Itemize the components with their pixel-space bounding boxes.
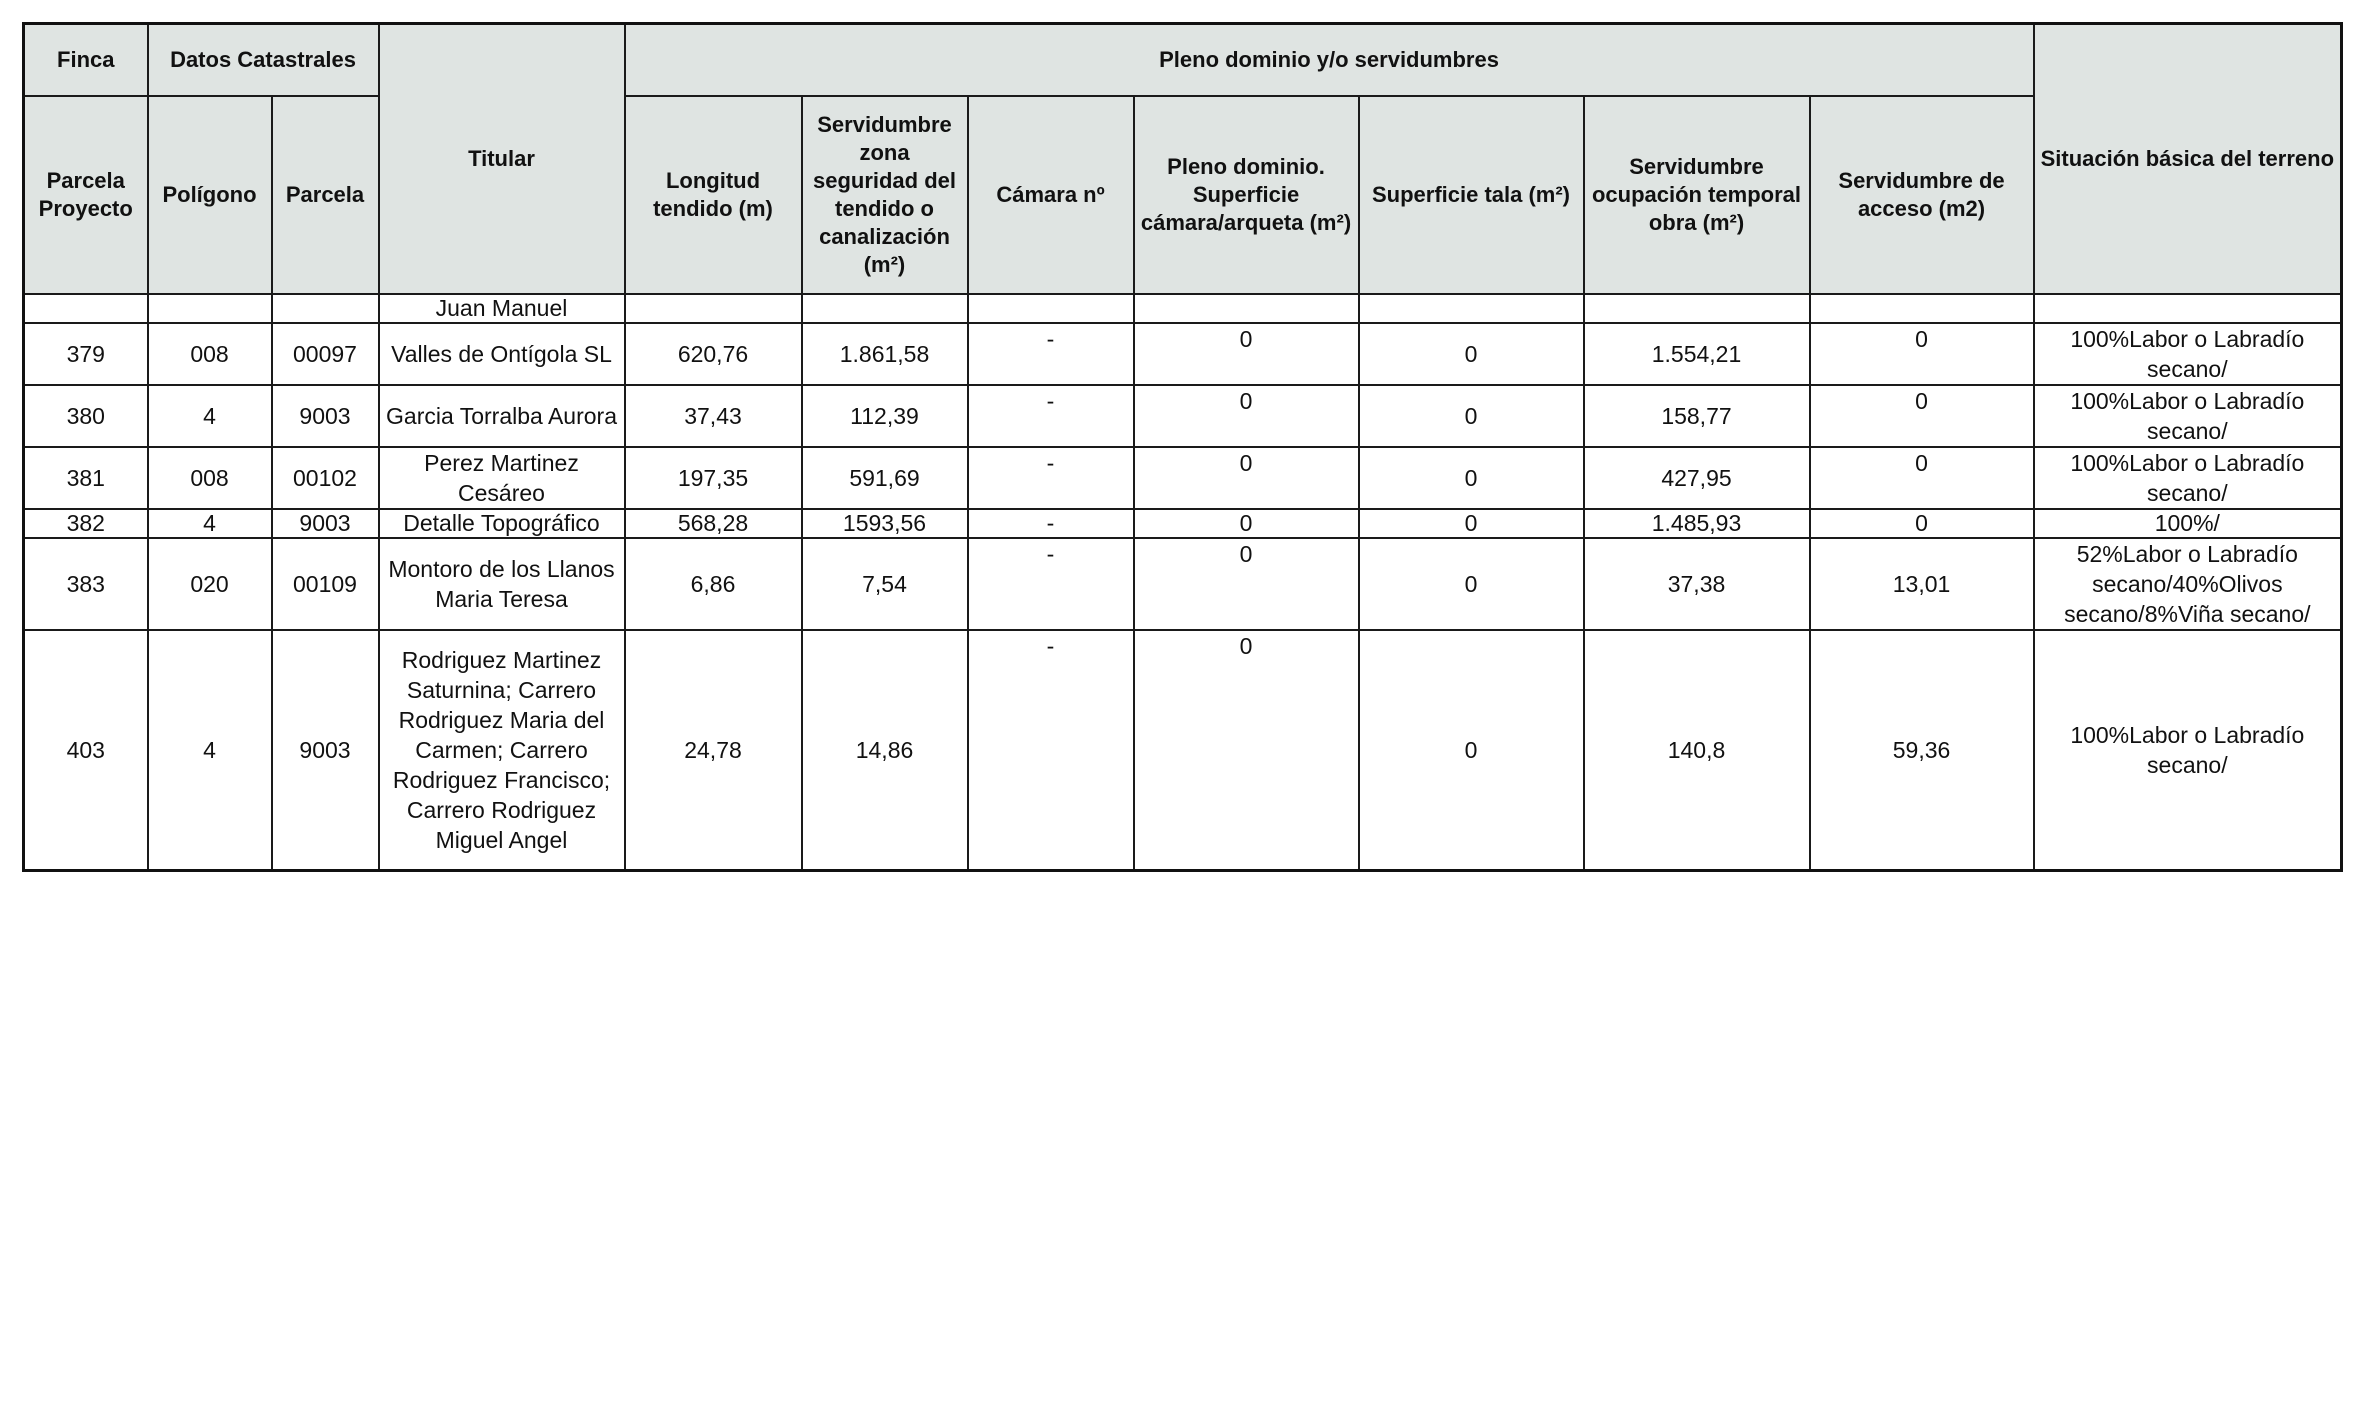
header-pleno-dominio: Pleno dominio y/o servidumbres bbox=[625, 24, 2034, 97]
cell-pleno-dominio-superficie: 0 bbox=[1134, 385, 1359, 447]
cell-empty bbox=[1810, 294, 2034, 323]
cell-longitud: 37,43 bbox=[625, 385, 802, 447]
cell-parcela-proyecto: 383 bbox=[24, 538, 148, 630]
cell-pleno-dominio-superficie: 0 bbox=[1134, 447, 1359, 509]
cell-pleno-dominio-superficie: 0 bbox=[1134, 323, 1359, 385]
cell-poligono: 020 bbox=[148, 538, 272, 630]
cell-parcela: 00097 bbox=[272, 323, 379, 385]
cell-empty bbox=[148, 294, 272, 323]
cell-servidumbre-acceso: 0 bbox=[1810, 509, 2034, 538]
cell-parcela: 9003 bbox=[272, 385, 379, 447]
cell-camara: - bbox=[968, 509, 1134, 538]
cell-titular: Montoro de los Llanos Maria Teresa bbox=[379, 538, 625, 630]
table-row bbox=[24, 509, 2342, 538]
cell-parcela: 00102 bbox=[272, 447, 379, 509]
cell-poligono: 008 bbox=[148, 447, 272, 509]
cell-servidumbre-zona: 14,86 bbox=[802, 630, 968, 871]
cell-servidumbre-acceso: 0 bbox=[1810, 447, 2034, 509]
cell-servidumbre-acceso: 0 bbox=[1810, 323, 2034, 385]
header-pleno-dominio-superficie: Pleno dominio. Superficie cámara/arqueta (m²) bbox=[1134, 96, 1359, 294]
cell-titular: Perez Martinez Cesáreo bbox=[379, 447, 625, 509]
cell-parcela-proyecto: 379 bbox=[24, 323, 148, 385]
cell-superficie-tala: 0 bbox=[1359, 509, 1584, 538]
cell-parcela: 9003 bbox=[272, 630, 379, 871]
cell-servidumbre-zona: 7,54 bbox=[802, 538, 968, 630]
header-finca: Finca bbox=[24, 24, 148, 97]
cell-poligono: 008 bbox=[148, 323, 272, 385]
table-row bbox=[24, 447, 2342, 509]
cell-situacion: 100%Labor o Labradío secano/ bbox=[2034, 385, 2342, 447]
header-superficie-tala: Superficie tala (m²) bbox=[1359, 96, 1584, 294]
cell-situacion: 100%/ bbox=[2034, 509, 2342, 538]
header-titular: Titular bbox=[379, 24, 625, 295]
table-row-continuation bbox=[24, 294, 2342, 323]
cell-titular: Rodriguez Martinez Saturnina; Carrero Rodriguez Maria del Carmen; Carrero Rodriguez Francisco; Carrero Rodriguez Miguel Angel bbox=[379, 630, 625, 871]
cell-superficie-tala: 0 bbox=[1359, 630, 1584, 871]
cell-pleno-dominio-superficie: 0 bbox=[1134, 538, 1359, 630]
cell-servidumbre-acceso: 0 bbox=[1810, 385, 2034, 447]
cell-camara: - bbox=[968, 385, 1134, 447]
table-row bbox=[24, 323, 2342, 385]
cell-superficie-tala: 0 bbox=[1359, 538, 1584, 630]
cell-empty bbox=[1584, 294, 1810, 323]
cell-servidumbre-zona: 1.861,58 bbox=[802, 323, 968, 385]
cell-servidumbre-zona: 591,69 bbox=[802, 447, 968, 509]
cell-servidumbre-ocupacion: 37,38 bbox=[1584, 538, 1810, 630]
cell-servidumbre-zona: 1593,56 bbox=[802, 509, 968, 538]
header-servidumbre-acceso: Servidumbre de acceso (m2) bbox=[1810, 96, 2034, 294]
cell-parcela: 00109 bbox=[272, 538, 379, 630]
table-row bbox=[24, 630, 2342, 871]
cell-servidumbre-zona: 112,39 bbox=[802, 385, 968, 447]
cell-camara: - bbox=[968, 538, 1134, 630]
cell-empty bbox=[1359, 294, 1584, 323]
header-datos-catastrales: Datos Catastrales bbox=[148, 24, 379, 97]
cell-situacion: 52%Labor o Labradío secano/40%Olivos secano/8%Viña secano/ bbox=[2034, 538, 2342, 630]
cell-empty bbox=[24, 294, 148, 323]
cell-servidumbre-ocupacion: 158,77 bbox=[1584, 385, 1810, 447]
cell-longitud: 568,28 bbox=[625, 509, 802, 538]
cell-situacion: 100%Labor o Labradío secano/ bbox=[2034, 447, 2342, 509]
cell-camara: - bbox=[968, 630, 1134, 871]
cell-pleno-dominio-superficie: 0 bbox=[1134, 630, 1359, 871]
cell-servidumbre-ocupacion: 1.485,93 bbox=[1584, 509, 1810, 538]
cell-servidumbre-ocupacion: 1.554,21 bbox=[1584, 323, 1810, 385]
table-row bbox=[24, 385, 2342, 447]
header-situacion: Situación básica del terreno bbox=[2034, 24, 2342, 295]
cell-longitud: 6,86 bbox=[625, 538, 802, 630]
cell-poligono: 4 bbox=[148, 630, 272, 871]
cell-superficie-tala: 0 bbox=[1359, 385, 1584, 447]
cell-servidumbre-acceso: 59,36 bbox=[1810, 630, 2034, 871]
cell-poligono: 4 bbox=[148, 509, 272, 538]
cell-parcela-proyecto: 381 bbox=[24, 447, 148, 509]
header-camara: Cámara nº bbox=[968, 96, 1134, 294]
cell-parcela: 9003 bbox=[272, 509, 379, 538]
cell-longitud: 197,35 bbox=[625, 447, 802, 509]
cell-servidumbre-acceso: 13,01 bbox=[1810, 538, 2034, 630]
cell-empty bbox=[272, 294, 379, 323]
cell-titular: Detalle Topográfico bbox=[379, 509, 625, 538]
cell-longitud: 24,78 bbox=[625, 630, 802, 871]
cell-parcela-proyecto: 380 bbox=[24, 385, 148, 447]
cell-longitud: 620,76 bbox=[625, 323, 802, 385]
cell-empty bbox=[968, 294, 1134, 323]
cell-parcela-proyecto: 403 bbox=[24, 630, 148, 871]
header-parcela: Parcela bbox=[272, 96, 379, 294]
cell-poligono: 4 bbox=[148, 385, 272, 447]
cell-parcela-proyecto: 382 bbox=[24, 509, 148, 538]
cell-titular: Juan Manuel bbox=[379, 294, 625, 323]
cell-superficie-tala: 0 bbox=[1359, 323, 1584, 385]
cell-superficie-tala: 0 bbox=[1359, 447, 1584, 509]
cell-servidumbre-ocupacion: 427,95 bbox=[1584, 447, 1810, 509]
cell-empty bbox=[625, 294, 802, 323]
cell-titular: Garcia Torralba Aurora bbox=[379, 385, 625, 447]
parcel-table bbox=[22, 22, 2343, 872]
cell-situacion: 100%Labor o Labradío secano/ bbox=[2034, 323, 2342, 385]
header-parcela-proyecto: Parcela Proyecto bbox=[24, 96, 148, 294]
cell-servidumbre-ocupacion: 140,8 bbox=[1584, 630, 1810, 871]
table-row bbox=[24, 538, 2342, 630]
cell-pleno-dominio-superficie: 0 bbox=[1134, 509, 1359, 538]
cell-empty bbox=[2034, 294, 2342, 323]
cell-situacion: 100%Labor o Labradío secano/ bbox=[2034, 630, 2342, 871]
header-longitud: Longitud tendido (m) bbox=[625, 96, 802, 294]
cell-titular: Valles de Ontígola SL bbox=[379, 323, 625, 385]
header-poligono: Polígono bbox=[148, 96, 272, 294]
cell-camara: - bbox=[968, 447, 1134, 509]
cell-camara: - bbox=[968, 323, 1134, 385]
header-servidumbre-zona: Servidumbre zona seguridad del tendido o canalización (m²) bbox=[802, 96, 968, 294]
cell-empty bbox=[1134, 294, 1359, 323]
header-servidumbre-ocupacion: Servidumbre ocupación temporal obra (m²) bbox=[1584, 96, 1810, 294]
cell-empty bbox=[802, 294, 968, 323]
